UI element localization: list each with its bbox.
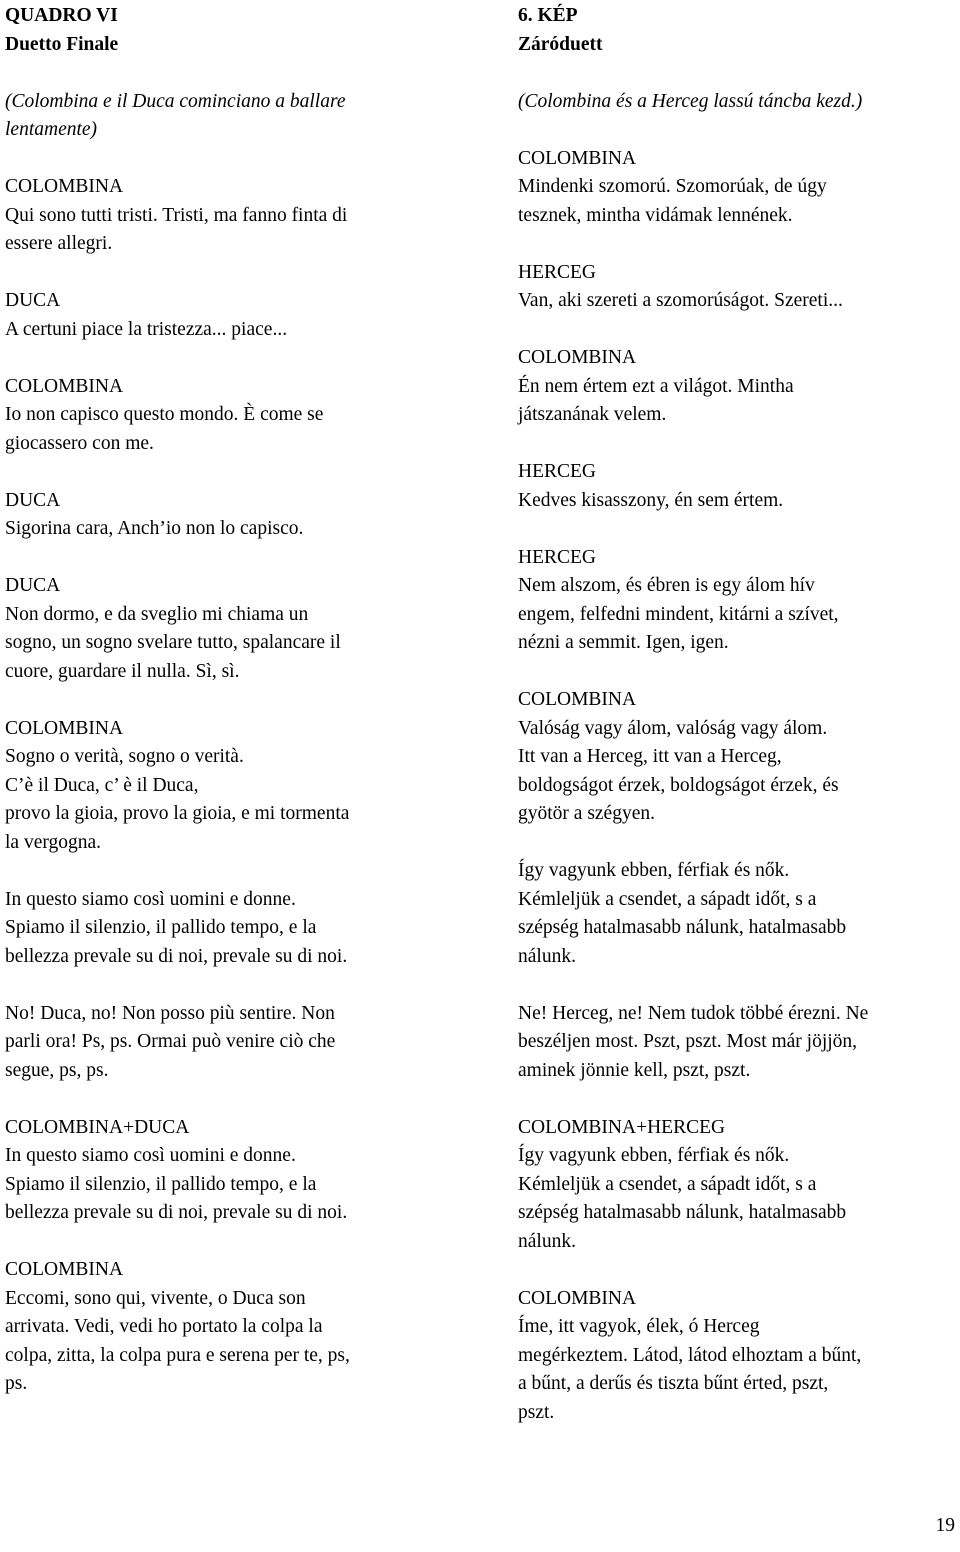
text-line: In questo siamo così uomini e donne. — [5, 1145, 296, 1166]
block-spacer — [5, 344, 475, 373]
block-spacer — [5, 686, 475, 715]
speaker-name: COLOMBINA — [518, 347, 637, 368]
speaker-name: COLOMBINA — [5, 375, 124, 397]
text-line: Spiamo il silenzio, il pallido tempo, e la — [5, 1173, 317, 1195]
speech-block — [518, 1114, 960, 1257]
text-line: Íme, itt vagyok, élek, ó Herceg — [518, 1316, 760, 1337]
speech-block — [518, 458, 960, 515]
text-line: nálunk. — [518, 945, 576, 967]
text-line: la vergogna. — [5, 831, 102, 853]
text-line: Nem alszom, és ébren is egy álom hív — [518, 575, 815, 596]
text-line: nézni a semmit. Igen, igen. — [518, 632, 729, 653]
text-line: Van, aki szereti a szomorúságot. Szereti... — [518, 290, 843, 311]
speech-block — [518, 344, 960, 430]
text-line: Kémleljük a csendet, a sápadt időt, s a — [518, 888, 817, 910]
scene-subtitle: Záróduett — [518, 33, 603, 55]
block-spacer — [518, 59, 960, 88]
text-line: essere allegri. — [5, 233, 113, 254]
text-line: (Colombina e il Duca cominciano a ballare — [5, 90, 346, 112]
text-line: megérkeztem. Látod, látod elhoztam a bűnt, — [518, 1344, 862, 1366]
text-line: Én nem értem ezt a világot. Mintha — [518, 375, 794, 397]
text-line: Qui sono tutti tristi. Tristi, ma fanno finta di — [5, 204, 348, 226]
block-spacer — [5, 857, 475, 886]
block-spacer — [518, 515, 960, 544]
speaker-name: HERCEG — [518, 261, 596, 283]
text-line: segue, ps, ps. — [5, 1059, 109, 1081]
speaker-name: COLOMBINA — [5, 717, 124, 739]
speech-block — [518, 1285, 960, 1428]
speech-block — [5, 287, 475, 344]
text-line: beszéljen most. Pszt, pszt. Most már jöjjön, — [518, 1031, 858, 1052]
block-spacer — [5, 59, 475, 88]
text-line: provo la gioia, provo la gioia, e mi tormenta — [5, 803, 350, 824]
text-line: Kedves kisasszony, én sem értem. — [518, 489, 784, 511]
text-line: sogno, un sogno svelare tutto, spalancare il — [5, 632, 341, 653]
speaker-name: HERCEG — [518, 461, 596, 482]
text-line: Eccomi, sono qui, vivente, o Duca son — [5, 1287, 306, 1309]
text-line: Kémleljük a csendet, a sápadt időt, s a — [518, 1173, 817, 1195]
text-line: aminek jönnie kell, pszt, pszt. — [518, 1059, 751, 1081]
scene-title: 6. KÉP — [518, 5, 578, 26]
verse-block — [5, 886, 475, 972]
block-spacer — [5, 1085, 475, 1114]
block-spacer — [5, 971, 475, 1000]
text-line: arrivata. Vedi, vedi ho portato la colpa la — [5, 1316, 323, 1337]
speaker-name: COLOMBINA — [518, 1287, 637, 1309]
text-line: Sogno o verità, sogno o verità. — [5, 746, 244, 767]
speaker-name: COLOMBINA — [518, 147, 637, 169]
speech-block — [5, 487, 475, 544]
text-line: bellezza prevale su di noi, prevale su di noi. — [5, 945, 348, 967]
block-spacer — [518, 971, 960, 1000]
text-line: szépség hatalmasabb nálunk, hatalmasabb — [518, 917, 847, 938]
text-line: In questo siamo così uomini e donne. — [5, 888, 296, 910]
text-line: Io non capisco questo mondo. È come se — [5, 404, 324, 425]
verse-block — [518, 1000, 960, 1086]
hungarian-column — [518, 2, 960, 1427]
stage-direction — [518, 88, 960, 117]
speech-block — [518, 686, 960, 829]
scene-subtitle: Duetto Finale — [5, 33, 119, 55]
text-line: giocassero con me. — [5, 432, 154, 454]
text-line: gyötör a szégyen. — [518, 803, 655, 824]
block-spacer — [518, 1085, 960, 1114]
text-line: C’è il Duca, c’ è il Duca, — [5, 774, 199, 796]
text-line: Így vagyunk ebben, férfiak és nők. — [518, 860, 790, 881]
text-line: colpa, zitta, la colpa pura e serena per te, ps, — [5, 1344, 350, 1366]
speech-block — [5, 572, 475, 686]
speech-block — [518, 259, 960, 316]
block-spacer — [518, 829, 960, 858]
speaker-name: COLOMBINA — [5, 176, 124, 197]
speaker-name: DUCA — [5, 575, 61, 596]
text-line: ps. — [5, 1373, 28, 1394]
text-line: Így vagyunk ebben, férfiak és nők. — [518, 1145, 790, 1166]
speaker-name: DUCA — [5, 489, 61, 511]
speaker-name: HERCEG — [518, 546, 596, 568]
text-line: cuore, guardare il nulla. Sì, sì. — [5, 660, 240, 682]
text-line: No! Duca, no! Non posso più sentire. Non — [5, 1002, 335, 1024]
block-spacer — [518, 230, 960, 259]
text-line: Itt van a Herceg, itt van a Herceg, — [518, 746, 782, 767]
scene-title: QUADRO VI — [5, 5, 118, 26]
text-line: Ne! Herceg, ne! Nem tudok többé érezni. Ne — [518, 1002, 869, 1024]
speech-block — [518, 145, 960, 231]
block-spacer — [518, 116, 960, 145]
text-line: Valóság vagy álom, valóság vagy álom. — [518, 717, 828, 739]
speaker-name: COLOMBINA+HERCEG — [518, 1116, 726, 1138]
block-spacer — [518, 316, 960, 345]
text-line: Non dormo, e da sveglio mi chiama un — [5, 603, 309, 625]
block-spacer — [5, 259, 475, 288]
stage-direction — [5, 88, 475, 145]
block-spacer — [5, 145, 475, 174]
speaker-name: COLOMBINA — [518, 689, 637, 710]
italian-column — [5, 2, 475, 1399]
text-line: játszanának velem. — [518, 404, 667, 425]
text-line: pszt. — [518, 1401, 555, 1423]
speech-block — [5, 715, 475, 858]
speaker-name: DUCA — [5, 290, 61, 311]
verse-block — [518, 857, 960, 971]
text-line: boldogságot érzek, boldogságot érzek, és — [518, 774, 839, 796]
speech-block — [5, 373, 475, 459]
speech-block — [518, 544, 960, 658]
block-spacer — [518, 658, 960, 687]
text-line: a bűnt, a derűs és tiszta bűnt érted, pszt, — [518, 1373, 829, 1394]
text-line: tesznek, mintha vidámak lennének. — [518, 204, 793, 226]
block-spacer — [5, 544, 475, 573]
text-line: A certuni piace la tristezza... piace... — [5, 318, 288, 340]
speech-block — [5, 173, 475, 259]
speaker-name: COLOMBINA — [5, 1259, 124, 1280]
block-spacer — [5, 458, 475, 487]
page-number: 19 — [935, 1515, 955, 1536]
text-line: Spiamo il silenzio, il pallido tempo, e la — [5, 917, 317, 938]
text-line: (Colombina és a Herceg lassú táncba kezd.) — [518, 90, 863, 112]
block-spacer — [518, 430, 960, 459]
text-line: szépség hatalmasabb nálunk, hatalmasabb — [518, 1202, 847, 1223]
text-line: Mindenki szomorú. Szomorúak, de úgy — [518, 176, 827, 197]
text-line: nálunk. — [518, 1230, 576, 1252]
text-line: lentamente) — [5, 119, 98, 140]
text-line: engem, felfedni mindent, kitárni a szívet, — [518, 603, 839, 625]
verse-block — [5, 1000, 475, 1086]
speaker-name: COLOMBINA+DUCA — [5, 1116, 190, 1138]
text-line: parli ora! Ps, ps. Ormai può venire ciò che — [5, 1031, 336, 1052]
block-spacer — [518, 1256, 960, 1285]
block-spacer — [5, 1228, 475, 1257]
speech-block — [5, 1256, 475, 1399]
speech-block — [5, 1114, 475, 1228]
text-line: Sigorina cara, Anch’io non lo capisco. — [5, 518, 304, 539]
text-line: bellezza prevale su di noi, prevale su di noi. — [5, 1202, 348, 1223]
